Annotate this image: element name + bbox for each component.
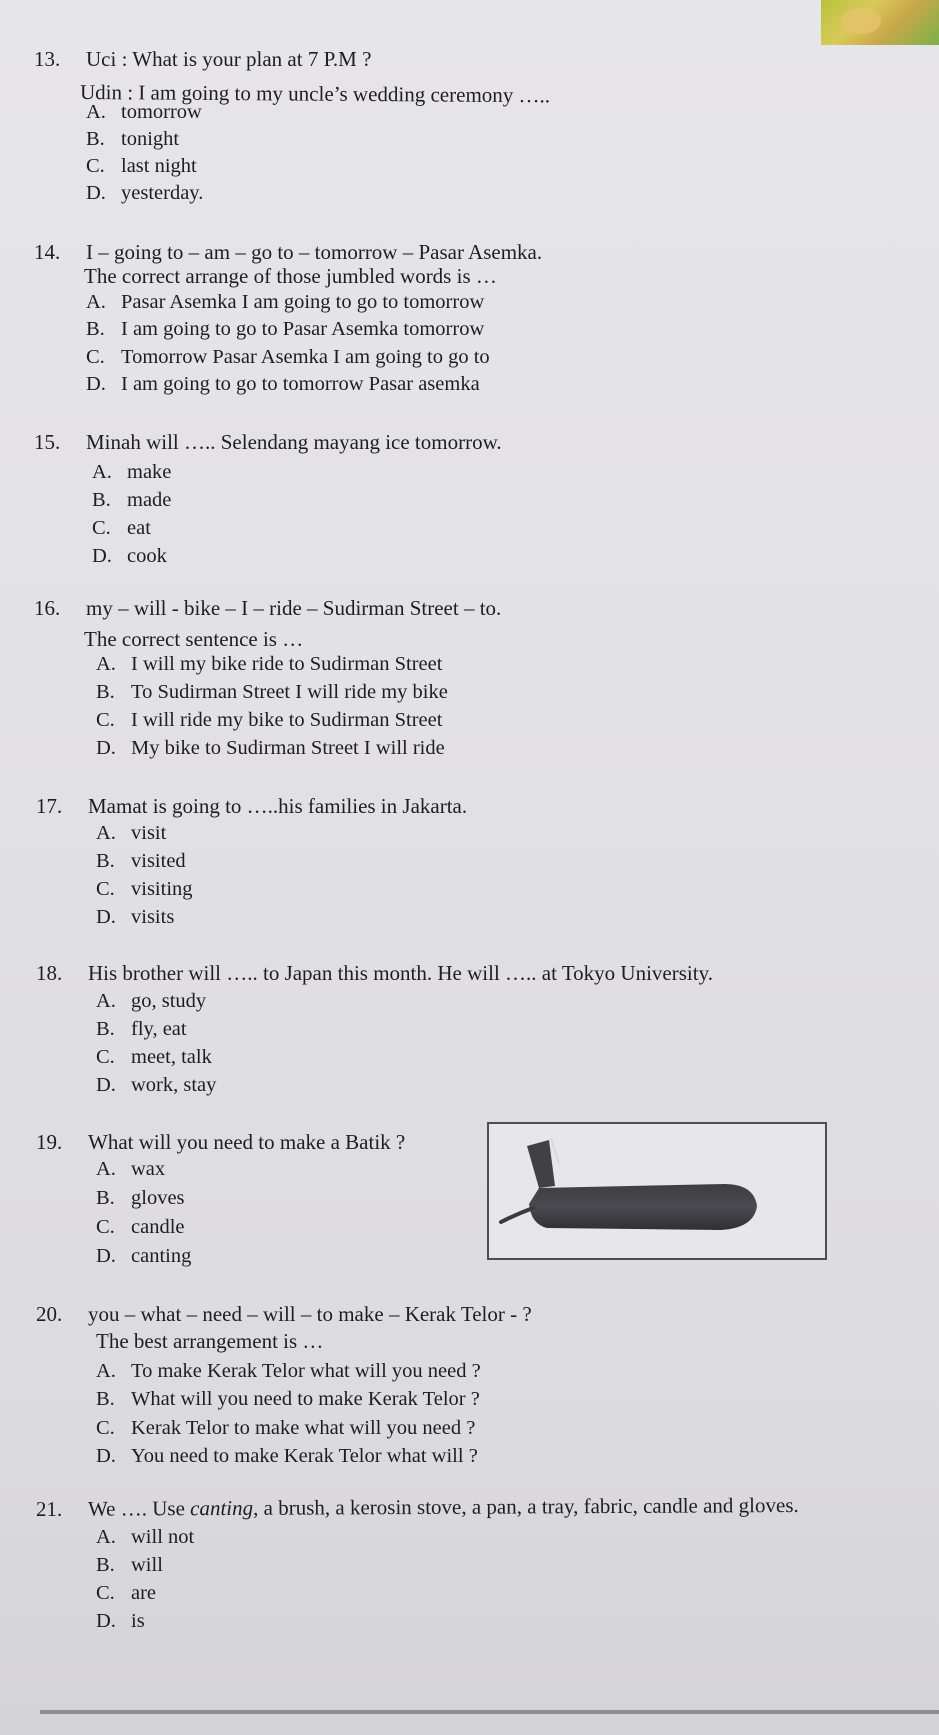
- option-d[interactable]: [86, 373, 480, 396]
- question-text: His brother will ….. to Japan this month. He will ….. at Tokyo University.: [88, 961, 713, 985]
- option-d[interactable]: [96, 1610, 145, 1633]
- option-a[interactable]: [96, 653, 442, 676]
- question-stem: [34, 240, 542, 265]
- option-a[interactable]: [86, 291, 484, 314]
- option-letter: D.: [86, 373, 106, 395]
- option-text: meet, talk: [131, 1046, 212, 1068]
- option-letter: A.: [96, 1360, 116, 1382]
- option-text: visit: [131, 822, 167, 844]
- option-d[interactable]: [86, 182, 203, 205]
- question-text: Mamat is going to …..his families in Jakarta.: [88, 794, 468, 818]
- option-letter: B.: [96, 681, 115, 703]
- option-text: I am going to go to tomorrow Pasar asemka: [121, 373, 480, 395]
- option-text: visiting: [131, 878, 193, 900]
- question-text: Minah will ….. Selendang mayang ice tomorrow.: [86, 430, 502, 454]
- option-text: What will you need to make Kerak Telor ?: [131, 1388, 480, 1410]
- option-text: will: [131, 1554, 163, 1576]
- option-c[interactable]: [96, 878, 193, 901]
- option-text: Pasar Asemka I am going to go to tomorrow: [121, 291, 485, 313]
- option-letter: C.: [96, 878, 115, 900]
- option-a[interactable]: [96, 990, 206, 1013]
- question-text: I – going to – am – go to – tomorrow – Pasar Asemka.: [86, 240, 543, 264]
- option-text: cook: [127, 545, 167, 567]
- question-stem: [34, 47, 371, 72]
- option-text: last night: [121, 155, 197, 177]
- option-letter: C.: [96, 1046, 115, 1068]
- option-letter: A.: [96, 1158, 116, 1180]
- option-d[interactable]: [96, 1245, 191, 1268]
- option-letter: C.: [96, 1582, 115, 1604]
- option-c[interactable]: [86, 155, 197, 178]
- option-letter: C.: [86, 346, 105, 368]
- question-text: my – will - bike – I – ride – Sudirman Street – to.: [86, 596, 502, 620]
- option-letter: C.: [96, 1216, 115, 1238]
- question-stem: [36, 1493, 799, 1522]
- option-letter: D.: [96, 1610, 116, 1632]
- question-text-italic: canting: [190, 1495, 254, 1521]
- option-letter: C.: [92, 517, 111, 539]
- option-letter: D.: [96, 1245, 116, 1267]
- option-text: made: [127, 489, 172, 511]
- question-line2: The correct sentence is …: [84, 627, 304, 651]
- option-a[interactable]: [92, 461, 171, 484]
- question-text: What will you need to make a Batik ?: [88, 1130, 406, 1154]
- option-c[interactable]: [96, 1046, 212, 1069]
- option-letter: A.: [92, 461, 112, 483]
- option-text: gloves: [131, 1187, 185, 1209]
- option-letter: A.: [96, 1526, 116, 1548]
- option-letter: D.: [96, 1445, 116, 1467]
- option-d[interactable]: [96, 1074, 216, 1097]
- question-stem: [36, 961, 713, 986]
- option-b[interactable]: [96, 681, 448, 704]
- option-b[interactable]: [96, 1554, 163, 1577]
- option-text: will not: [131, 1526, 195, 1548]
- option-b[interactable]: [86, 128, 179, 151]
- option-a[interactable]: [96, 1360, 481, 1383]
- question-text-post: , a brush, a kerosin stove, a pan, a tray, fabric, candle and gloves.: [253, 1493, 799, 1520]
- option-letter: A.: [86, 101, 106, 123]
- option-letter: D.: [86, 182, 106, 204]
- option-letter: A.: [86, 291, 106, 313]
- question-number: 13.: [34, 47, 61, 71]
- option-a[interactable]: [86, 101, 202, 124]
- option-text: To Sudirman Street I will ride my bike: [131, 681, 448, 703]
- option-c[interactable]: [92, 517, 151, 540]
- option-letter: B.: [96, 1554, 115, 1576]
- option-text: Kerak Telor to make what will you need ?: [131, 1417, 476, 1439]
- corner-decoration: [821, 0, 939, 45]
- option-text: You need to make Kerak Telor what will ?: [131, 1445, 478, 1467]
- option-letter: B.: [96, 1187, 115, 1209]
- option-text: make: [127, 461, 172, 483]
- option-letter: C.: [96, 709, 115, 731]
- option-text: To make Kerak Telor what will you need ?: [131, 1360, 481, 1382]
- option-letter: A.: [96, 653, 116, 675]
- option-letter: B.: [86, 128, 105, 150]
- option-text: candle: [131, 1216, 185, 1238]
- option-text: I am going to go to Pasar Asemka tomorrow: [121, 318, 485, 340]
- question-stem: [36, 1130, 405, 1155]
- option-text: I will my bike ride to Sudirman Street: [131, 653, 443, 675]
- option-a[interactable]: [96, 1526, 194, 1549]
- question-number: 17.: [36, 794, 63, 818]
- option-text: visits: [131, 906, 175, 928]
- option-text: tonight: [121, 128, 180, 150]
- option-c[interactable]: [96, 1216, 185, 1239]
- question-line2: The best arrangement is …: [96, 1329, 324, 1353]
- question-line2: The correct arrange of those jumbled words is …: [84, 264, 497, 288]
- option-letter: B.: [86, 318, 105, 340]
- option-text: I will ride my bike to Sudirman Street: [131, 709, 443, 731]
- option-b[interactable]: [92, 489, 171, 512]
- option-letter: C.: [96, 1417, 115, 1439]
- option-letter: D.: [92, 545, 112, 567]
- question-stem: [36, 1302, 532, 1327]
- option-d[interactable]: [96, 737, 445, 760]
- option-text: eat: [127, 517, 151, 539]
- option-text: My bike to Sudirman Street I will ride: [131, 737, 445, 759]
- option-letter: B.: [96, 850, 115, 872]
- question-line2: Udin : I am going to my uncle’s wedding ceremony …..: [79, 80, 551, 108]
- page-edge-divider: [40, 1710, 939, 1714]
- option-letter: A.: [96, 990, 116, 1012]
- option-b[interactable]: [96, 1187, 185, 1210]
- option-d[interactable]: [92, 545, 167, 568]
- option-letter: D.: [96, 1074, 116, 1096]
- question-stem: [36, 794, 467, 819]
- question-text-pre: We …. Use: [87, 1496, 191, 1521]
- option-letter: D.: [96, 906, 116, 928]
- canting-image: [487, 1122, 827, 1260]
- option-b[interactable]: [86, 318, 484, 341]
- option-a[interactable]: [96, 822, 166, 845]
- option-text: Tomorrow Pasar Asemka I am going to go to: [121, 346, 490, 368]
- option-d[interactable]: [96, 906, 174, 929]
- option-text: work, stay: [131, 1074, 217, 1096]
- option-letter: B.: [96, 1018, 115, 1040]
- question-number: 21.: [35, 1496, 63, 1521]
- question-number: 18.: [36, 961, 63, 985]
- question-text: Uci : What is your plan at 7 P.M ?: [86, 47, 372, 71]
- option-a[interactable]: [96, 1158, 165, 1181]
- option-c[interactable]: [96, 1582, 156, 1605]
- option-d[interactable]: [96, 1445, 478, 1468]
- option-text: visited: [131, 850, 186, 872]
- option-text: go, study: [131, 990, 207, 1012]
- option-text: wax: [131, 1158, 166, 1180]
- option-letter: A.: [96, 822, 116, 844]
- option-b[interactable]: [96, 850, 186, 873]
- option-letter: B.: [92, 489, 111, 511]
- question-number: 14.: [34, 240, 61, 264]
- option-text: is: [131, 1610, 145, 1632]
- option-text: tomorrow: [121, 101, 202, 123]
- question-number: 19.: [36, 1130, 63, 1154]
- option-text: yesterday.: [121, 182, 204, 204]
- question-stem: [34, 430, 502, 455]
- option-text: canting: [131, 1245, 192, 1267]
- option-letter: B.: [96, 1388, 115, 1410]
- option-text: are: [131, 1582, 157, 1604]
- question-number: 15.: [34, 430, 61, 454]
- canting-icon: [489, 1124, 825, 1258]
- option-b[interactable]: [96, 1388, 480, 1411]
- option-letter: C.: [86, 155, 105, 177]
- option-c[interactable]: [86, 346, 490, 369]
- option-letter: D.: [96, 737, 116, 759]
- question-number: 16.: [34, 596, 61, 620]
- question-text: you – what – need – will – to make – Kerak Telor - ?: [88, 1302, 532, 1326]
- option-c[interactable]: [96, 709, 442, 732]
- option-text: fly, eat: [131, 1018, 187, 1040]
- option-b[interactable]: [96, 1018, 187, 1041]
- question-number: 20.: [36, 1302, 63, 1326]
- option-c[interactable]: [96, 1417, 475, 1440]
- question-stem: [34, 596, 501, 621]
